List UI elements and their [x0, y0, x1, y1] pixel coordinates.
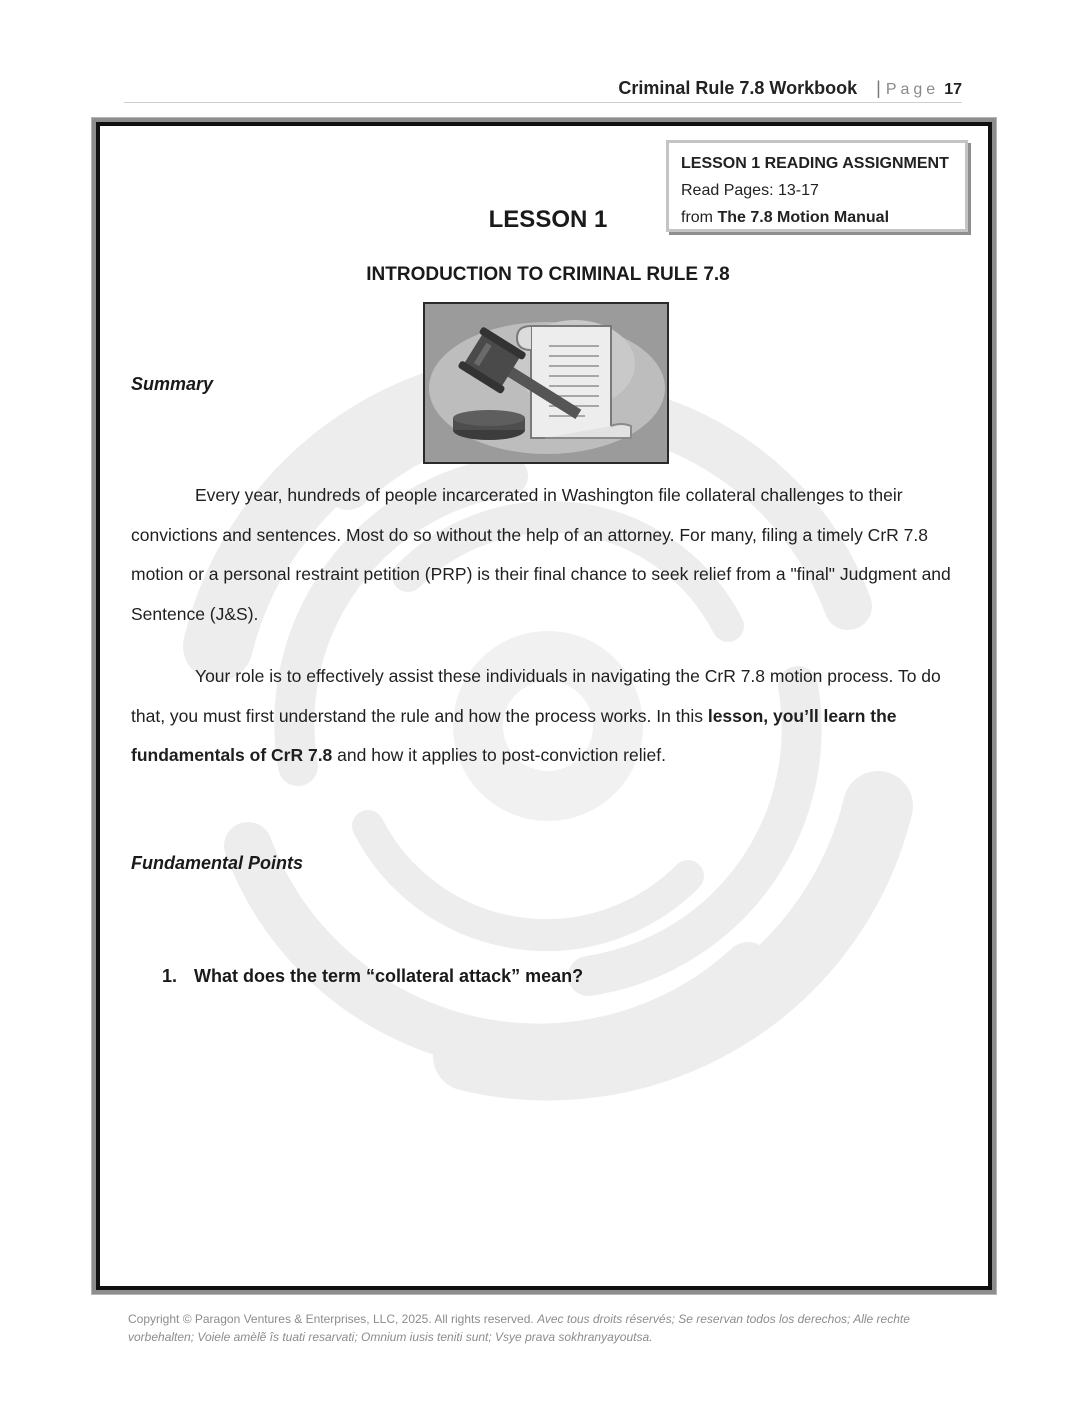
header-separator: |: [876, 78, 881, 98]
question-item: [162, 966, 583, 987]
gavel-icon: [425, 304, 667, 462]
fundamental-points-heading: Fundamental Points: [131, 853, 304, 873]
summary-paragraph-2: [131, 657, 961, 776]
summary-paragraph-2-start: Your role is to effectively assist these individuals in navigating the CrR 7.8 motion process. To do that, you must first understand the rule and how the process works. In this: [131, 666, 941, 726]
summary-paragraph-2-end: and how it applies to post-conviction relief.: [332, 745, 666, 765]
assignment-book: The 7.8 Motion Manual: [717, 209, 890, 226]
gavel-illustration: [423, 302, 669, 464]
assignment-pages: Read Pages: 13-17: [681, 182, 819, 199]
lesson-subtitle: INTRODUCTION TO CRIMINAL RULE 7.8: [366, 264, 730, 285]
assignment-title: LESSON 1 READING ASSIGNMENT: [681, 155, 949, 172]
content-frame: [92, 118, 996, 1294]
question-text: What does the term “collateral attack” mean?: [194, 966, 584, 986]
question-number: 1.: [162, 966, 178, 986]
content-frame-inner: [96, 122, 992, 1290]
page-header: [124, 74, 962, 103]
copyright-footer: [128, 1310, 928, 1346]
summary-paragraph-2-emphasis: lesson, you’ll learn the fundamentals of CrR 7.8: [131, 705, 897, 765]
assignment-from: from: [681, 209, 713, 226]
page-label: Page: [885, 81, 940, 98]
page-number: 17: [944, 81, 962, 98]
summary-heading: Summary: [131, 374, 214, 394]
lesson-title: LESSON 1: [488, 206, 608, 233]
workbook-title: Criminal Rule 7.8 Workbook: [618, 78, 858, 98]
summary-paragraph-1-text: Every year, hundreds of people incarcerated in Washington file collateral challenges to their convictions and sentences. Most do so without the help of an attorney. For many, filing a timely CrR 7.8 motion or a personal restraint petition (PRP) is their final chance to seek relief from a "final" Judgment and Sentence (J&S).: [131, 485, 951, 624]
summary-paragraph-1: [131, 476, 961, 634]
rights-multilingual: Avec tous droits réservés; Se reservan todos los derechos; Alle rechte vorbehalten; Voiele amèlẽ îs tuati resarvati; Omnium iusis teniti sunt; Vsye prava sokhranyayoutsa.: [128, 1312, 910, 1344]
copyright-text: Copyright © Paragon Ventures & Enterprises, LLC, 2025. All rights reserved.: [128, 1312, 538, 1326]
